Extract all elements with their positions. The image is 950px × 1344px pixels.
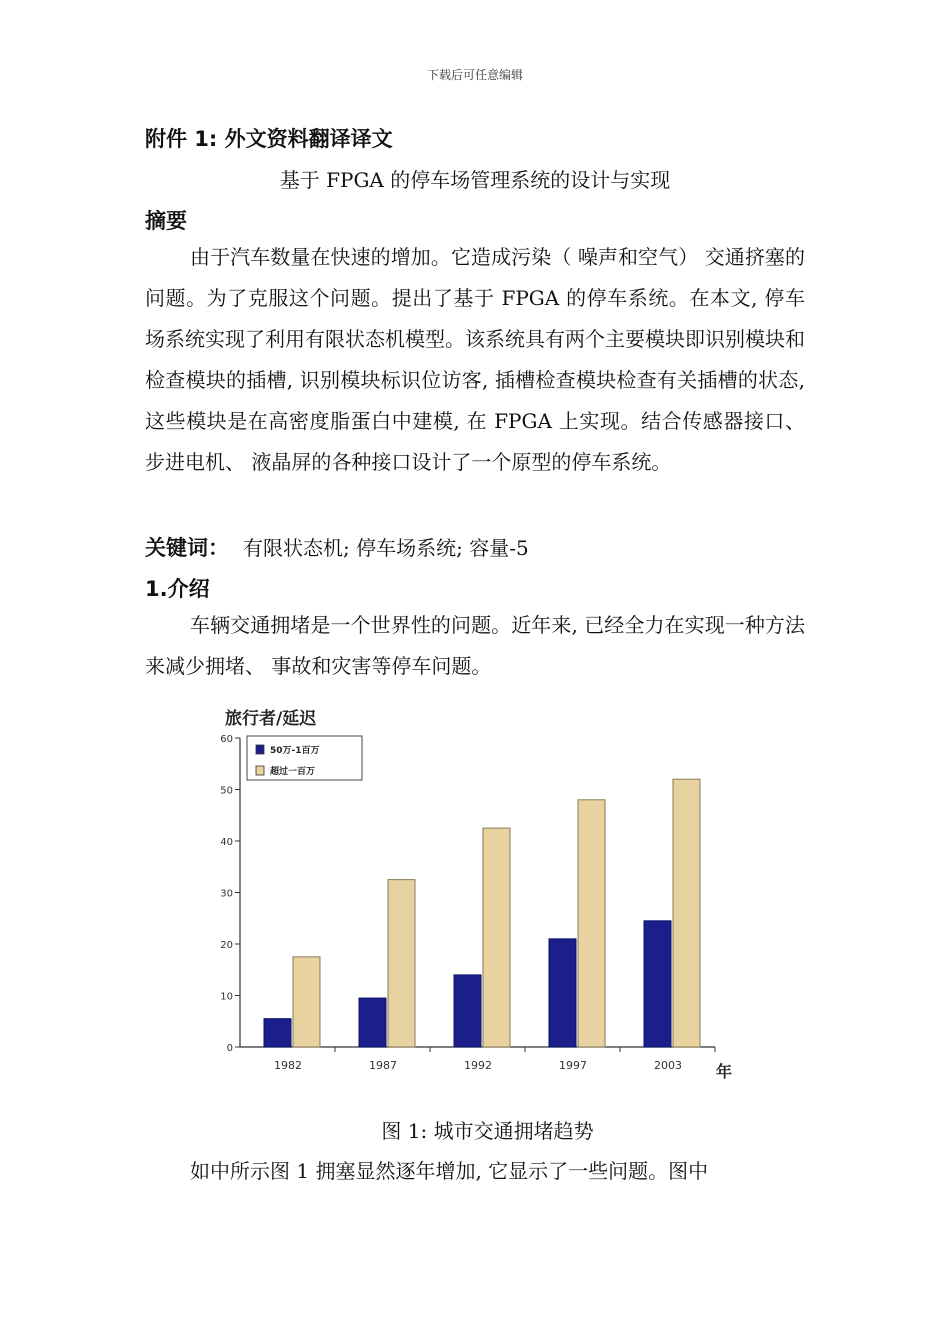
y-tick-label: 40 [220,837,233,848]
bar-2 [388,880,415,1047]
x-tick-label: 1992 [464,1059,492,1072]
bar-2 [483,828,510,1047]
legend-label: 50万-1百万 [270,746,320,756]
abstract-heading: 摘要 [145,209,187,233]
intro-paragraph [145,605,805,687]
bar-2 [293,957,320,1047]
x-tick-label: 1987 [369,1059,397,1072]
body-text: 如中所示图 1 拥塞显然逐年增加, 它显示了一些问题。图中 [190,1159,709,1183]
y-tick-label: 50 [220,785,233,797]
legend-swatch [256,766,264,775]
y-tick-label: 10 [220,991,233,1003]
y-tick-label: 30 [220,888,233,900]
bar-2 [578,800,605,1047]
bar-1 [549,939,576,1047]
bar-1 [644,921,671,1047]
y-tick-label: 20 [220,940,233,951]
intro-text: 车辆交通拥堵是一个世界性的问题。近年来, 已经全力在实现一种方法来减少拥堵、 事故和灾害等停车问题。 [145,613,805,678]
page-header: 下载后可任意编辑 [426,68,523,82]
x-axis-label: 年 [716,1062,733,1081]
x-tick-label: 2003 [654,1059,682,1072]
bar-1 [454,975,481,1047]
intro-heading: 1.介绍 [145,577,210,601]
bar-1 [359,998,386,1047]
document-subtitle: 基于 FPGA 的停车场管理系统的设计与实现 [279,168,671,192]
bar-1 [264,1019,291,1047]
legend-label: 超过一百万 [270,767,316,777]
body-paragraph [145,1155,815,1184]
traffic-congestion-chart [210,700,750,1100]
bar-2 [673,779,700,1047]
x-tick-label: 1982 [274,1059,302,1072]
abstract-paragraph [145,237,805,483]
legend-swatch [256,745,264,754]
appendix-title: 附件 1: 外文资料翻译译文 [145,127,393,151]
abstract-text: 由于汽车数量在快速的增加。它造成污染（ 噪声和空气） 交通挤塞的问题。为了克服这个问题。提出了基于 FPGA 的停车系统。在本文, 停车场系统实现了利用有限状态机模型。该系统具有两个主要模块即识别模块和检查模块的插槽, 识别模块标识位访客, 插槽检查模块检查有关插槽的状态, 这些模块是在高密度脂蛋白中建模, 在 FPGA 上实现。结合传感器接口、 步进电机、 液晶屏的各种接口设计了一个原型的停车系统。 [145,245,805,474]
keywords-line [145,532,529,562]
keywords-value: 有限状态机; 停车场系统; 容量-5 [243,536,529,560]
figure-caption: 图 1: 城市交通拥堵趋势 [381,1119,594,1143]
keywords-label: 关键词： [145,536,229,560]
y-tick-label: 0 [226,1043,233,1054]
y-tick-label: 60 [220,734,233,745]
x-tick-label: 1997 [559,1059,587,1072]
chart-title: 旅行者/延迟 [225,709,317,729]
